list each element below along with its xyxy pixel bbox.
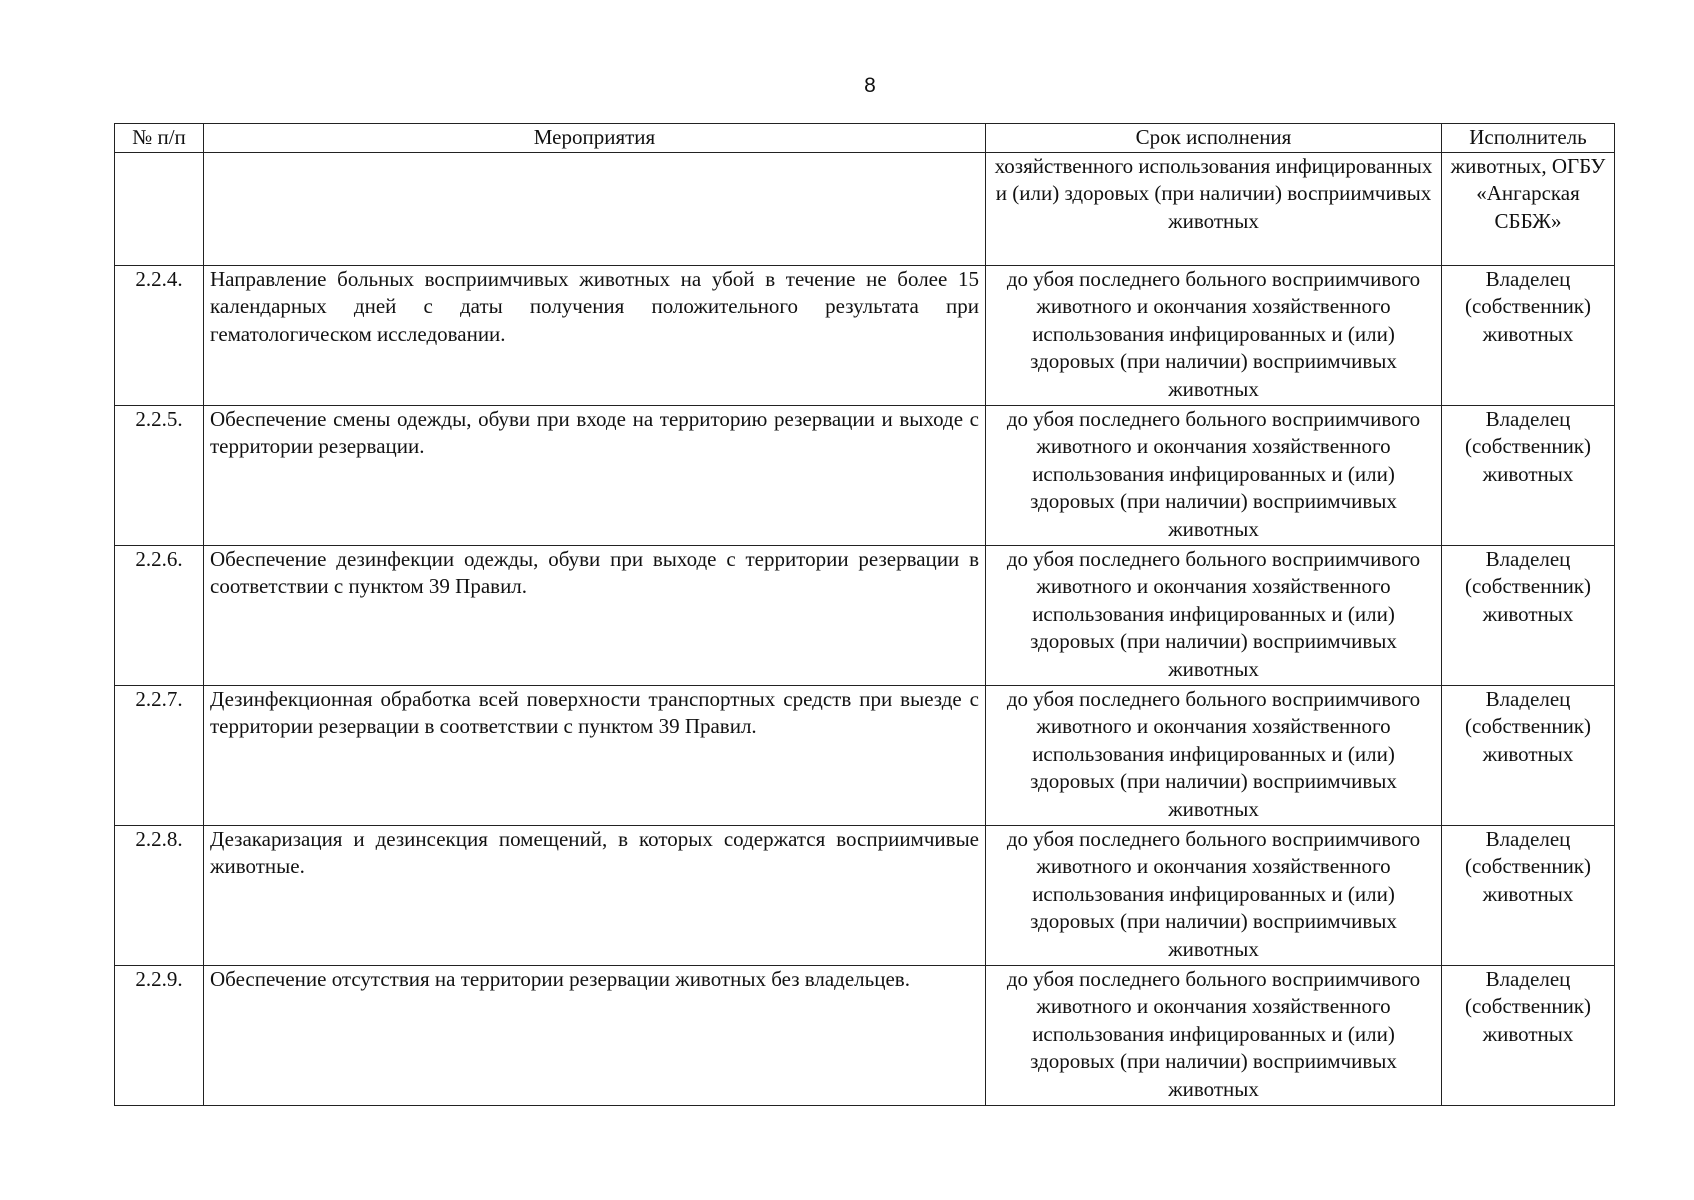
cell-executor: Владелец (собственник) животных <box>1442 825 1615 965</box>
table-row <box>115 965 1615 1105</box>
cell-executor: Владелец (собственник) животных <box>1442 965 1615 1105</box>
cell-deadline: до убоя последнего больного восприимчивого животного и окончания хозяйственного использования инфицированных и (или) здоровых (при наличии) восприимчивых животных <box>986 545 1442 685</box>
cell-deadline: до убоя последнего больного восприимчивого животного и окончания хозяйственного использования инфицированных и (или) здоровых (при наличии) восприимчивых животных <box>986 685 1442 825</box>
cell-num: 2.2.9. <box>115 965 204 1105</box>
cell-activity: Дезакаризация и дезинсекция помещений, в которых содержатся восприимчивые животные. <box>204 825 986 965</box>
cell-deadline: до убоя последнего больного восприимчивого животного и окончания хозяйственного использования инфицированных и (или) здоровых (при наличии) восприимчивых животных <box>986 825 1442 965</box>
table-row <box>115 405 1615 545</box>
cell-activity <box>204 152 986 265</box>
header-num: № п/п <box>115 124 204 153</box>
header-executor: Исполнитель <box>1442 124 1615 153</box>
table-row-continuation <box>115 152 1615 265</box>
table-row <box>115 825 1615 965</box>
cell-activity: Обеспечение смены одежды, обуви при входе на территорию резервации и выходе с территории резервации. <box>204 405 986 545</box>
measures-table <box>114 123 1615 1106</box>
cell-activity: Направление больных восприимчивых животных на убой в течение не более 15 календарных дней с даты получения положительного результата при гематологическом исследовании. <box>204 265 986 405</box>
cell-num <box>115 152 204 265</box>
cell-executor: Владелец (собственник) животных <box>1442 405 1615 545</box>
cell-num: 2.2.4. <box>115 265 204 405</box>
cell-deadline: до убоя последнего больного восприимчивого животного и окончания хозяйственного использования инфицированных и (или) здоровых (при наличии) восприимчивых животных <box>986 965 1442 1105</box>
cell-executor: Владелец (собственник) животных <box>1442 265 1615 405</box>
cell-activity: Обеспечение отсутствия на территории резервации животных без владельцев. <box>204 965 986 1105</box>
cell-activity: Дезинфекционная обработка всей поверхности транспортных средств при выезде с территории резервации в соответствии с пунктом 39 Правил. <box>204 685 986 825</box>
cell-num: 2.2.5. <box>115 405 204 545</box>
header-deadline: Срок исполнения <box>986 124 1442 153</box>
table-row <box>115 685 1615 825</box>
cell-num: 2.2.8. <box>115 825 204 965</box>
header-activities: Мероприятия <box>204 124 986 153</box>
cell-deadline: до убоя последнего больного восприимчивого животного и окончания хозяйственного использования инфицированных и (или) здоровых (при наличии) восприимчивых животных <box>986 405 1442 545</box>
cell-num: 2.2.7. <box>115 685 204 825</box>
cell-executor: Владелец (собственник) животных <box>1442 545 1615 685</box>
cell-activity: Обеспечение дезинфекции одежды, обуви при выходе с территории резервации в соответствии с пунктом 39 Правил. <box>204 545 986 685</box>
cell-executor: Владелец (собственник) животных <box>1442 685 1615 825</box>
table-row <box>115 265 1615 405</box>
cell-num: 2.2.6. <box>115 545 204 685</box>
cell-deadline: хозяйственного использования инфицированных и (или) здоровых (при наличии) восприимчивых животных <box>986 152 1442 265</box>
cell-deadline: до убоя последнего больного восприимчивого животного и окончания хозяйственного использования инфицированных и (или) здоровых (при наличии) восприимчивых животных <box>986 265 1442 405</box>
cell-executor: животных, ОГБУ «Ангарская СББЖ» <box>1442 152 1615 265</box>
page-number: 8 <box>864 74 876 97</box>
table-row <box>115 545 1615 685</box>
table-header-row <box>115 124 1615 153</box>
